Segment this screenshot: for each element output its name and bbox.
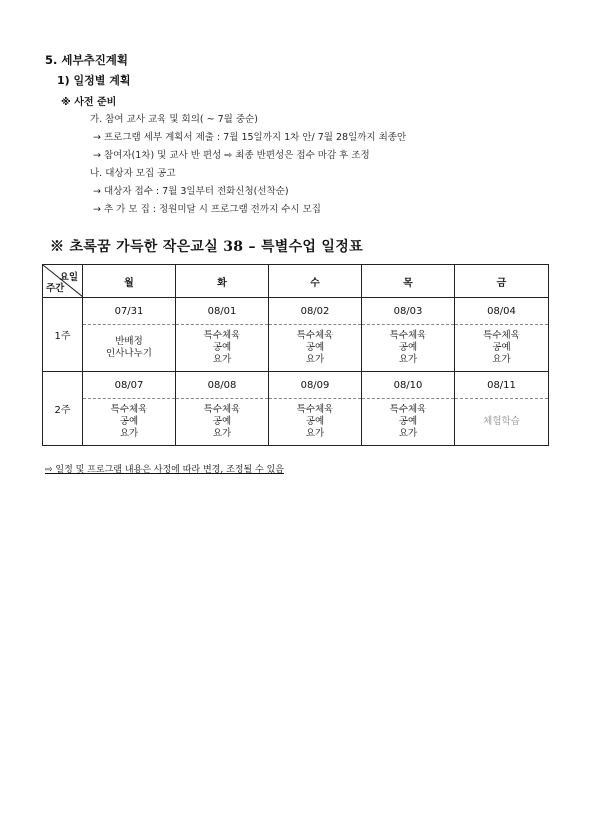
week2-activity-tue bbox=[176, 399, 269, 446]
activity-line: 요가 bbox=[398, 428, 418, 439]
schedule-title: ※ 초록꿈 가득한 작은교실 38 – 특별수업 일정표 bbox=[50, 239, 363, 255]
week2-date-thu: 08/10 bbox=[362, 372, 455, 399]
subsection-heading: 1) 일정별 계획 bbox=[57, 74, 131, 87]
activity-line: 인사나누기 bbox=[106, 348, 152, 359]
week1-activity-mon bbox=[83, 325, 176, 372]
week1-date-row bbox=[43, 298, 549, 325]
day-thu: 목 bbox=[362, 265, 455, 298]
week2-activity-fri bbox=[455, 399, 549, 446]
week1-date-fri: 08/04 bbox=[455, 298, 549, 325]
prep-line-b2: → 추 가 모 집 : 정원미달 시 프로그램 전까지 수시 모집 bbox=[93, 204, 321, 215]
activity-line: 요가 bbox=[212, 428, 232, 439]
week2-activity-wed bbox=[269, 399, 362, 446]
week1-activity-row bbox=[43, 325, 549, 372]
day-fri: 금 bbox=[455, 265, 549, 298]
activity-line: 공예 bbox=[398, 342, 418, 353]
corner-day-label: 요일 bbox=[59, 272, 78, 283]
activity-line: 요가 bbox=[305, 354, 325, 365]
activity-line: 공예 bbox=[212, 342, 232, 353]
corner-week-label: 주간 bbox=[46, 283, 65, 294]
week2-date-mon: 08/07 bbox=[83, 372, 176, 399]
activity-line: 공예 bbox=[305, 416, 325, 427]
week2-date-tue: 08/08 bbox=[176, 372, 269, 399]
week1-activity-tue bbox=[176, 325, 269, 372]
week1-date-wed: 08/02 bbox=[269, 298, 362, 325]
activity-line: 특수체육 bbox=[296, 404, 334, 415]
week1-date-mon: 07/31 bbox=[83, 298, 176, 325]
prep-line-b1: → 대상자 접수 : 7월 3일부터 전화신청(선착순) bbox=[93, 186, 289, 197]
week2-activity-mon bbox=[83, 399, 176, 446]
activity-line: 요가 bbox=[212, 354, 232, 365]
week1-activity-fri bbox=[455, 325, 549, 372]
prep-line-b: 나. 대상자 모집 공고 bbox=[90, 168, 176, 179]
prep-line-a: 가. 참여 교사 교육 및 회의( ~ 7월 중순) bbox=[90, 114, 258, 125]
day-mon: 월 bbox=[83, 265, 176, 298]
week2-date-fri: 08/11 bbox=[455, 372, 549, 399]
activity-line: 공예 bbox=[119, 416, 139, 427]
week1-label: 1주 bbox=[43, 298, 83, 372]
activity-line: 공예 bbox=[212, 416, 232, 427]
week1-date-tue: 08/01 bbox=[176, 298, 269, 325]
activity-line: 특수체육 bbox=[203, 330, 241, 341]
prep-line-a2: → 참여자(1차) 및 교사 반 편성 ⇨ 최종 반편성은 접수 마감 후 조정 bbox=[93, 150, 370, 161]
day-tue: 화 bbox=[176, 265, 269, 298]
activity-line: 요가 bbox=[492, 354, 511, 365]
activity-line: 요가 bbox=[398, 354, 418, 365]
header-row bbox=[43, 265, 549, 298]
week1-date-thu: 08/03 bbox=[362, 298, 455, 325]
activity-line: 공예 bbox=[398, 416, 418, 427]
week2-label: 2주 bbox=[43, 372, 83, 446]
corner-cell bbox=[43, 265, 83, 298]
week1-activity-wed bbox=[269, 325, 362, 372]
activity-line: 요가 bbox=[119, 428, 139, 439]
schedule-note: ⇨ 일정 및 프로그램 내용은 사정에 따라 변경, 조정될 수 있음 bbox=[45, 465, 284, 475]
activity-line: 공예 bbox=[305, 342, 325, 353]
activity-line: 요가 bbox=[305, 428, 325, 439]
schedule-table bbox=[42, 264, 549, 446]
activity-line: 체험학습 bbox=[483, 416, 520, 427]
activity-line: 특수체육 bbox=[483, 330, 520, 341]
activity-line: 특수체육 bbox=[296, 330, 334, 341]
week2-date-row bbox=[43, 372, 549, 399]
week2-activity-row bbox=[43, 399, 549, 446]
section-heading: 5. 세부추진계획 bbox=[45, 53, 129, 67]
activity-line: 특수체육 bbox=[203, 404, 241, 415]
week2-activity-thu bbox=[362, 399, 455, 446]
activity-line: 특수체육 bbox=[389, 404, 427, 415]
prep-title: ※ 사전 준비 bbox=[61, 97, 117, 108]
activity-line: 특수체육 bbox=[389, 330, 427, 341]
activity-line: 반배정 bbox=[115, 336, 143, 347]
activity-line: 특수체육 bbox=[110, 404, 148, 415]
week1-activity-thu bbox=[362, 325, 455, 372]
activity-line: 공예 bbox=[492, 342, 511, 353]
prep-line-a1: → 프로그램 세부 계획서 제출 : 7월 15일까지 1차 안/ 7월 28일까지 최종안 bbox=[93, 132, 407, 143]
week2-date-wed: 08/09 bbox=[269, 372, 362, 399]
day-wed: 수 bbox=[269, 265, 362, 298]
